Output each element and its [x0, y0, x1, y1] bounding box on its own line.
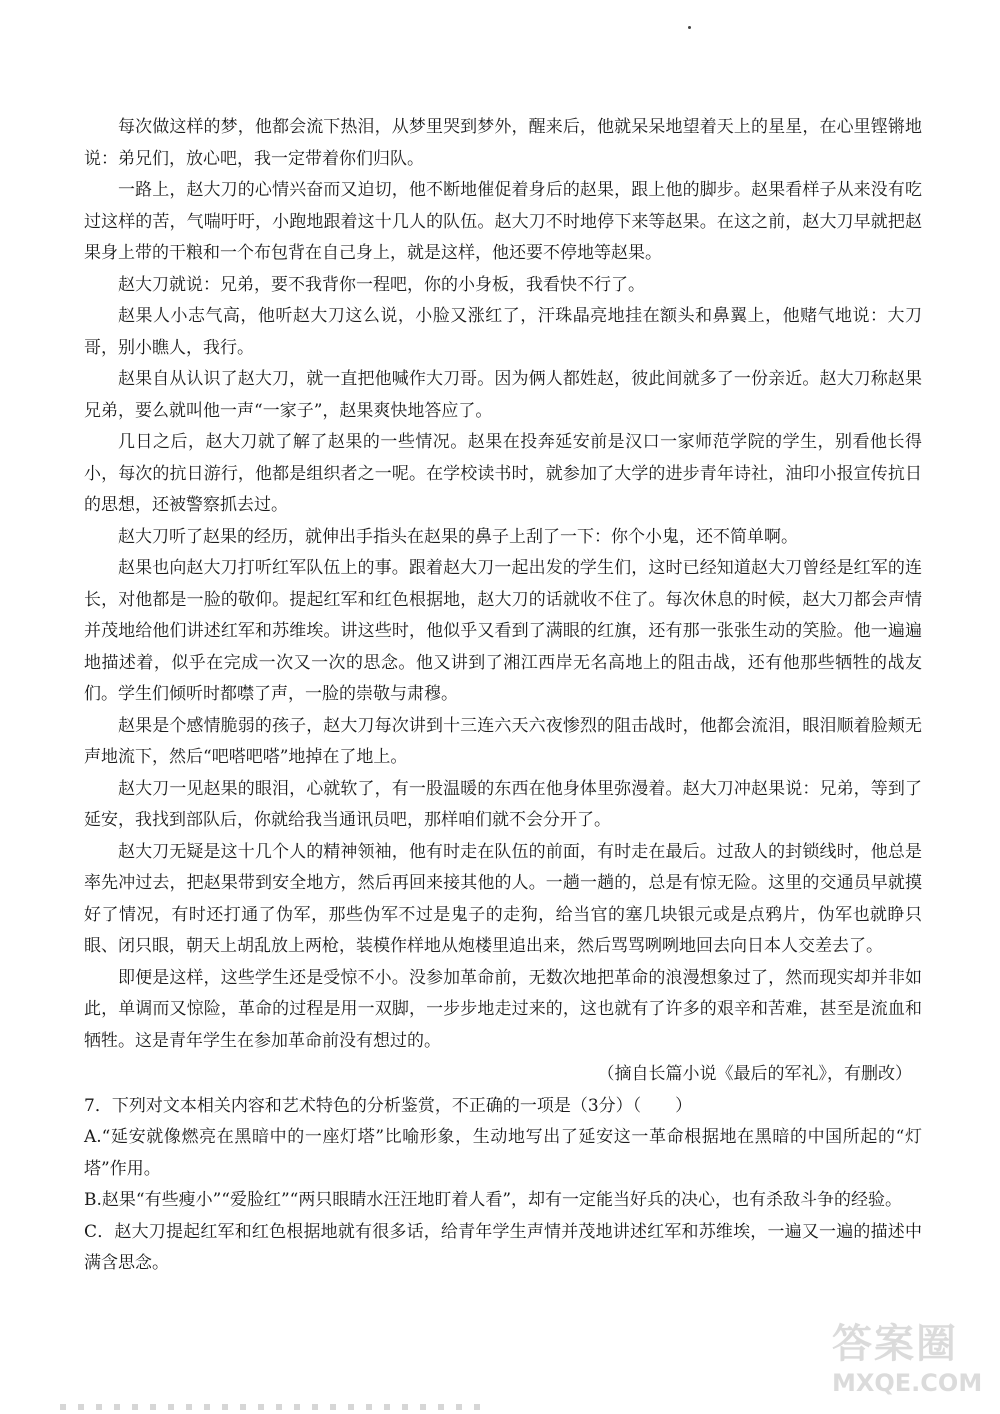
- option-c: C．赵大刀提起红军和红色根据地就有很多话，给青年学生声情并茂地讲述红军和苏维埃，一遍又一遍的描述中满含思念。: [84, 1221, 922, 1273]
- passage: [84, 112, 922, 1280]
- watermark-bottom: MXQE.COM: [832, 1369, 983, 1397]
- paragraph: 赵果人小志气高，他听赵大刀这么说，小脸又涨红了，汗珠晶亮地挂在额头和鼻翼上，他赌气地说：大刀哥，别小瞧人，我行。: [84, 306, 922, 358]
- paragraph: 赵果是个感情脆弱的孩子，赵大刀每次讲到十三连六天六夜惨烈的阻击战时，他都会流泪，眼泪顺着脸颊无声地流下，然后“吧嗒吧嗒”地掉在了地上。: [84, 715, 922, 767]
- watermark-logo: [832, 1312, 982, 1400]
- paragraph: 赵大刀无疑是这十几个人的精神领袖，他有时走在队伍的前面，有时走在最后。过敌人的封锁线时，他总是率先冲过去，把赵果带到安全地方，然后再回来接其他的人。一趟一趟的，总是有惊无险。这里的交通员早就摸好了情况，有时还打通了伪军，那些伪军不过是鬼子的走狗，给当官的塞几块银元或是点鸦片，伪军也就睁只眼、闭只眼，朝天上胡乱放上两枪，装模作样地从炮楼里追出来，然后骂骂咧咧地回去向日本人交差去了。: [84, 841, 922, 956]
- source-citation: （摘自长篇小说《最后的军礼》，有删改）: [597, 1064, 912, 1084]
- paragraph: 几日之后，赵大刀就了解了赵果的一些情况。赵果在投奔延安前是汉口一家师范学院的学生，别看他长得小，每次的抗日游行，他都是组织者之一呢。在学校读书时，就参加了大学的进步青年诗社，油印小报宣传抗日的思想，还被警察抓去过。: [84, 432, 922, 515]
- paragraph: 即便是这样，这些学生还是受惊不小。没参加革命前，无数次地把革命的浪漫想象过了，然而现实却并非如此，单调而又惊险，革命的过程是用一双脚，一步步地走过来的，这也就有了许多的艰辛和苦难，甚至是流血和牺牲。这是青年学生在参加革命前没有想过的。: [84, 967, 922, 1051]
- scan-artifact: [60, 1404, 480, 1410]
- paragraph: 赵大刀听了赵果的经历，就伸出手指头在赵果的鼻子上刮了一下：你个小鬼，还不简单啊。: [118, 526, 798, 547]
- watermark-top: 答案圈: [832, 1321, 958, 1367]
- option-b: B.赵果“有些瘦小”“爱脸红”“两只眼睛水汪汪地盯着人看”，却有一定能当好兵的决心，也有杀敌斗争的经验。: [84, 1190, 903, 1210]
- option-a: A.“延安就像燃亮在黑暗中的一座灯塔”比喻形象，生动地写出了延安这一革命根据地在黑暗的中国所起的“灯塔”作用。: [84, 1127, 922, 1179]
- paragraph: 赵果自从认识了赵大刀，就一直把他喊作大刀哥。因为俩人都姓赵，彼此间就多了一份亲近。赵大刀称赵果兄弟，要么就叫他一声“一家子”，赵果爽快地答应了。: [84, 369, 922, 421]
- paragraph: 赵果也向赵大刀打听红军队伍上的事。跟着赵大刀一起出发的学生们，这时已经知道赵大刀曾经是红军的连长，对他都是一脸的敬仰。提起红军和红色根据地，赵大刀的话就收不住了。每次休息的时候，赵大刀都会声情并茂地给他们讲述红军和苏维埃。讲这些时，他似乎又看到了满眼的红旗，还有那一张张生动的笑脸。他一遍遍地描述着，似乎在完成一次又一次的思念。他又讲到了湘江西岸无名高地上的阻击战，还有他那些牺牲的战友们。学生们倾听时都噤了声，一脸的崇敬与肃穆。: [84, 558, 922, 704]
- paragraph: 赵大刀一见赵果的眼泪，心就软了，有一股温暖的东西在他身体里弥漫着。赵大刀冲赵果说：兄弟，等到了延安，我找到部队后，你就给我当通讯员吧，那样咱们就不会分开了。: [84, 778, 922, 830]
- question-stem: 7．下列对文本相关内容和艺术特色的分析鉴赏，不正确的一项是（3分）（ ）: [84, 1095, 693, 1116]
- paragraph: 每次做这样的梦，他都会流下热泪，从梦里哭到梦外，醒来后，他就呆呆地望着天上的星星，在心里铿锵地说：弟兄们，放心吧，我一定带着你们归队。: [84, 117, 922, 169]
- scan-dot: [688, 26, 691, 29]
- paragraph: 赵大刀就说：兄弟，要不我背你一程吧，你的小身板，我看快不行了。: [118, 274, 645, 295]
- paragraph: 一路上，赵大刀的心情兴奋而又迫切，他不断地催促着身后的赵果，跟上他的脚步。赵果看样子从来没有吃过这样的苦，气喘吁吁，小跑地跟着这十几人的队伍。赵大刀不时地停下来等赵果。在这之前，赵大刀早就把赵果身上带的干粮和一个布包背在自己身上，就是这样，他还要不停地等赵果。: [84, 180, 922, 263]
